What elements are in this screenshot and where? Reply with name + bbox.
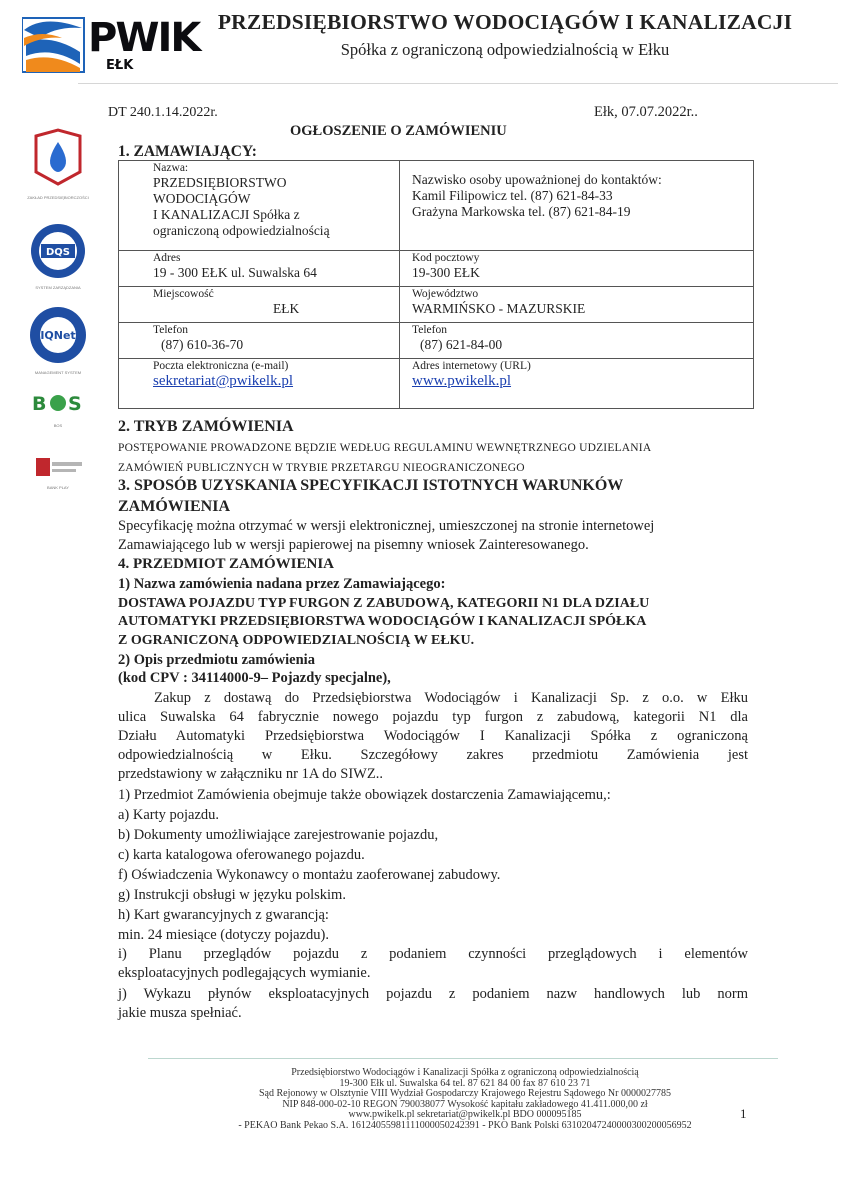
cpv-code: (kod CPV : 34114000-9– Pojazdy specjalne), [118,670,391,686]
page-number: 1 [740,1106,747,1121]
company-name: PRZEDSIĘBIORSTWO WODOCIĄGÓW I KANALIZACJI [217,10,793,34]
name-line: PRZEDSIĘBIORSTWO [153,175,287,190]
footer-line: Przedsiębiorstwo Wodociągów i Kanalizacji Spółka z ograniczoną odpowiedzialnością [291,1067,639,1078]
svg-text:S: S [68,393,82,415]
bank-logo-icon [28,456,88,480]
quality-badge-drop [22,128,94,200]
footer [150,1068,780,1132]
contact-line: Nazwisko osoby upoważnionej do kontaktów: [412,172,662,187]
city-value: EŁK [273,301,300,316]
quality-badge-bank [22,456,94,490]
postal-code-value: 19-300 EŁK [412,265,480,280]
website-cell [400,359,754,409]
section-4-heading: 4. PRZEDMIOT ZAMÓWIENIA [118,556,334,572]
website-label: Adres internetowy (URL) [412,360,531,372]
footer-line: www.pwikelk.pl sekretariat@pwikelk.pl BDO 000095185 [348,1109,582,1121]
postal-code-label: Kod pocztowy [412,252,480,264]
water-drop-icon [28,128,88,190]
table-row [119,359,754,409]
name-line: WODOCIĄGÓW [153,191,251,206]
voivodeship-value: WARMIŃSKO - MAZURSKIE [412,301,586,316]
email-label: Poczta elektroniczna (e-mail) [153,360,289,372]
badge-caption: BANK PLAY [47,485,69,490]
list-item-cont: eksploatacyjnych podlegających wymianie. [118,965,371,981]
list-item: h) Kart gwarancyjnych z gwarancją: [118,907,329,923]
svg-text:IQNet: IQNet [40,329,76,342]
contact-line: Kamil Filipowicz tel. (87) 621-84-33 [412,188,613,203]
quality-badge-dqs [22,222,94,290]
certification-seal-icon [27,222,89,280]
contact-line: Grażyna Markowska tel. (87) 621-84-19 [412,204,631,219]
list-item: c) karta katalogowa oferowanego pojazdu. [118,847,365,863]
header-divider [78,83,838,84]
description-line-4: odpowiedzialnością w Ełku. Szczegółowy zakres przedmiotu Zamówienia jest [118,747,748,763]
spec-line-1: Specyfikację można otrzymać w wersji elektronicznej, umieszczonej na stronie internetowej [118,518,655,534]
bos-logo-icon [28,388,88,418]
description-line-3: Działu Automatyki Przedsiębiorstwa Wodociągów I Kanalizacji Spółka z ograniczoną [118,728,748,744]
footer-line: - PEKAO Bank Pekao S.A. 16124055981111000050242391 - PKO Bank Polski 63102047240000300200056952 [238,1119,692,1131]
table-row [119,323,754,359]
phone-2-label: Telefon [412,324,447,336]
phone-label: Telefon [153,324,188,336]
badge-caption: BOS [53,423,63,428]
section-3-heading-cont: ZAMÓWIENIA [118,498,231,515]
order-description-heading: 2) Opis przedmiotu zamówienia [118,652,315,668]
voivodeship-cell [400,287,754,323]
pwik-logo [22,12,200,78]
phone-cell [119,323,400,359]
company-subtitle: Spółka z ograniczoną odpowiedzialnością w Ełku [340,40,670,59]
list-item-cont: jakie musza spełniać. [118,1005,242,1021]
order-name-line-3: Z OGRANICZONĄ ODPOWIEDZIALNOŚCIĄ W EŁKU. [118,633,475,648]
address-value: 19 - 300 EŁK ul. Suwalska 64 [153,265,317,280]
footer-line: NIP 848-000-02-10 REGON 790038077 Wysokość kapitału zakładowego 41.411.000,00 zł [282,1098,648,1110]
table-row [119,287,754,323]
procedure-line-1: POSTĘPOWANIE PROWADZONE BĘDZIE WEDŁUG REGULAMINU WEWNĘTRZNEGO UDZIELANIA [118,442,652,454]
badge-caption: SYSTEM ZARZĄDZANIA [35,285,81,290]
description-line-2: ulica Suwalska 64 fabrycznie nowego pojazdu typ furgon z zabudową, kategorii N1 dla [118,709,748,725]
svg-text:DQS: DQS [45,247,71,258]
contracting-authority-table [118,160,754,409]
list-item: b) Dokumenty umożliwiające zarejestrowanie pojazdu, [118,827,439,843]
name-line: ograniczoną odpowiedzialnością [153,223,330,238]
footer-divider [148,1058,778,1059]
description-line-5: przedstawiony w załączniku nr 1A do SIWZ.. [118,766,383,782]
logo-text: PWIK [88,15,200,61]
place-and-date: Ełk, 07.07.2022r.. [594,104,698,120]
email-link[interactable]: sekretariat@pwikelk.pl [153,373,294,389]
badge-caption: ZAKŁAD PRZEDSIĘBIORCZOŚCI [27,195,89,200]
spec-line-2: Zamawiającego lub w wersji papierowej na pisemny wniosek Zainteresowanego. [118,537,589,553]
name-label: Nazwa: [153,162,189,174]
list-item: g) Instrukcji obsługi w języku polskim. [118,887,346,903]
website-link[interactable]: www.pwikelk.pl [412,373,512,389]
procedure-line-2: ZAMÓWIEŃ PUBLICZNYCH W TRYBIE PRZETARGU NIEOGRANICZONEGO [118,462,525,474]
email-cell [119,359,400,409]
list-item: min. 24 miesiące (dotyczy pojazdu). [118,927,329,943]
svg-text:B: B [32,393,47,415]
order-name-heading: 1) Nazwa zamówienia nadana przez Zamawiającego: [118,576,446,592]
city-cell [119,287,400,323]
logo-subtext: EŁK [106,58,134,73]
list-item: a) Karty pojazdu. [118,807,220,823]
contact-cell [400,161,754,251]
quality-badge-iqnet [22,305,94,375]
iqnet-seal-icon [27,305,89,365]
description-line-1: Zakup z dostawą do Przedsiębiorstwa Wodociągów i Kanalizacji Sp. z o.o. w Ełku [154,690,748,706]
document-reference: DT 240.1.14.2022r. [108,105,218,120]
list-item: f) Oświadczenia Wykonawcy o montażu zaoferowanej zabudowy. [118,867,501,883]
section-2-heading: 2. TRYB ZAMÓWIENIA [118,418,294,435]
city-label: Miejscowość [153,288,214,300]
name-line: I KANALIZACJI Spółka z [153,207,300,222]
order-name-line-2: AUTOMATYKI PRZEDSIĘBIORSTWA WODOCIĄGÓW I KANALIZACJI SPÓŁKA [118,614,647,629]
section-1-heading: 1. ZAMAWIAJĄCY: [118,143,257,160]
section-3-heading: 3. SPOSÓB UZYSKANIA SPECYFIKACJI ISTOTNYCH WARUNKÓW [118,477,624,494]
list-intro: 1) Przedmiot Zamówienia obejmuje także obowiązek dostarczenia Zamawiającemu,: [118,787,611,803]
table-row [119,251,754,287]
phone-2-value: (87) 621-84-00 [420,337,503,352]
address-cell [119,251,400,287]
badge-caption: MANAGEMENT SYSTEM [34,370,82,375]
postal-code-cell [400,251,754,287]
voivodeship-label: Województwo [412,288,479,300]
address-label: Adres [153,252,181,264]
order-name-line-1: DOSTAWA POJAZDU TYP FURGON Z ZABUDOWĄ, KATEGORII N1 DLA DZIAŁU [118,596,650,611]
company-header [180,10,830,60]
phone-2-cell [400,323,754,359]
name-cell [119,161,400,251]
document-title: OGŁOSZENIE O ZAMÓWIENIU [290,123,507,139]
list-item: i) Planu przeglądów pojazdu z podaniem czynności przeglądowych i elementów [118,946,748,962]
quality-badge-bos [22,388,94,428]
footer-line: Sąd Rejonowy w Olsztynie VIII Wydział Gospodarczy Krajowego Rejestru Sądowego Nr 0000027785 [258,1088,671,1100]
list-item: j) Wykazu płynów eksploatacyjnych pojazdu z podaniem nazw handlowych lub norm [118,986,748,1002]
table-row [119,161,754,251]
footer-line: 19-300 Ełk ul. Suwalska 64 tel. 87 621 84 00 fax 87 610 23 71 [339,1077,591,1089]
phone-value: (87) 610-36-70 [161,337,244,352]
